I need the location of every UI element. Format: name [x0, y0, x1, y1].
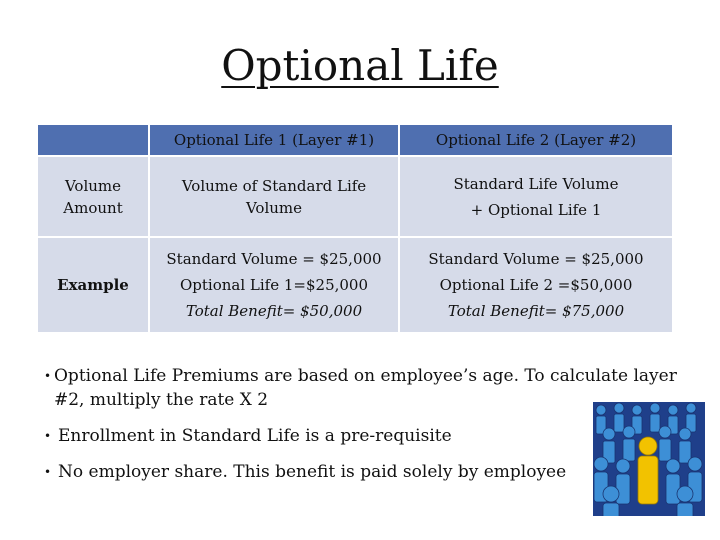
bullet-text: Optional Life Premiums are based on employee’s age. To calculate layer #2, multiply the rate X 2 — [54, 366, 677, 410]
cell-layer-2-volume: Standard Life Volume + Optional Life 1 — [399, 156, 672, 237]
table-row — [38, 156, 672, 237]
row-label-example: Example — [38, 237, 149, 332]
bullet-dot-icon: • — [44, 429, 52, 443]
bullet-dot-icon: • — [44, 465, 52, 479]
table-header-layer-2: Optional Life 2 (Layer #2) — [399, 125, 672, 156]
bullet-item — [44, 460, 604, 484]
table-row — [38, 237, 672, 332]
benefits-table — [38, 125, 672, 332]
crowd-figures-picture — [593, 402, 705, 516]
bullet-text: Enrollment in Standard Life is a pre-requisite — [58, 426, 452, 446]
crowd-figures-icon — [593, 402, 705, 516]
bullet-text: No employer share. This benefit is paid solely by employee — [58, 462, 567, 482]
table-header-row — [38, 125, 672, 156]
row-label-volume-amount: Volume Amount — [38, 156, 149, 237]
cell-layer-2-example: Standard Volume = $25,000 Optional Life 2 =$50,000 Total Benefit= $75,000 — [399, 237, 672, 332]
table-header-layer-1: Optional Life 1 (Layer #1) — [149, 125, 399, 156]
bullet-dot-icon: • — [44, 369, 52, 383]
cell-layer-1-example: Standard Volume = $25,000 Optional Life 1=$25,000 Total Benefit= $50,000 — [149, 237, 399, 332]
table-header-empty — [38, 125, 149, 156]
cell-layer-1-volume: Volume of Standard Life Volume — [149, 156, 399, 237]
slide-title: Optional Life — [221, 41, 499, 90]
bullet-item — [44, 364, 684, 412]
bullet-item — [44, 424, 604, 448]
